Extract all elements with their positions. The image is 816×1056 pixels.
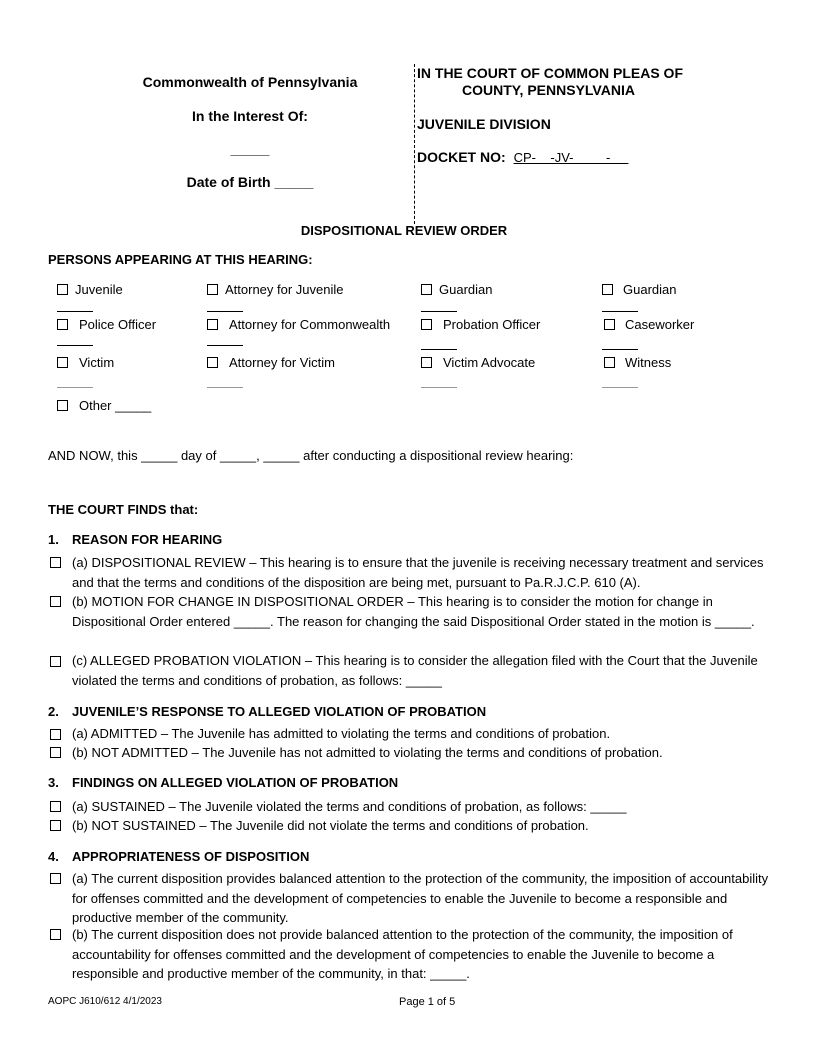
guardian-2-label: Guardian [623,282,677,297]
section-number: 4. [48,849,59,864]
guardian-2-checkbox[interactable] [602,284,613,295]
section-number: 1. [48,532,59,547]
not-admitted-checkbox[interactable] [50,747,61,758]
guardian-1-checkbox[interactable] [421,284,432,295]
name-blank-line[interactable] [421,387,457,388]
docket-label: DOCKET NO: [417,149,506,165]
commonwealth-title: Commonwealth of Pennsylvania [142,74,358,90]
witness-checkbox[interactable] [604,357,615,368]
admitted-text: (a) ADMITTED – The Juvenile has admitted to violating the terms and conditions of probation. [72,726,611,741]
police-officer-checkbox[interactable] [57,319,68,330]
attorney-juvenile-label: Attorney for Juvenile [225,282,344,297]
form-id: AOPC J610/612 4/1/2023 [48,996,162,1007]
probation-officer-checkbox[interactable] [421,319,432,330]
guardian-1-label: Guardian [439,282,493,297]
probation-violation-text: (c) ALLEGED PROBATION VIOLATION – This hearing is to consider the allegation filed with the Court that the Juvenile violated the terms and conditions of probation, as follows: _____ [72,653,758,688]
disposition-not-appropriate-text: (b) The current disposition does not provide balanced attention to the protection of the community, the imposition of accountability for offenses committed and the development of competencies to enable the Juvenile to become a responsible and productive member of the community, in that: _____. [72,927,733,981]
not-sustained-checkbox[interactable] [50,820,61,831]
other-checkbox[interactable] [57,400,68,411]
name-blank-line[interactable] [207,345,243,346]
victim-advocate-checkbox[interactable] [421,357,432,368]
interest-of-label: In the Interest Of: [192,108,308,124]
name-blank-line[interactable] [421,349,457,350]
witness-label: Witness [625,355,672,370]
name-blank-line[interactable] [57,387,93,388]
attorney-commonwealth-label: Attorney for Commonwealth [229,317,391,332]
not-admitted-text: (b) NOT ADMITTED – The Juvenile has not admitted to violating the terms and conditions of probation. [72,745,663,760]
other-label: Other _____ [79,398,152,413]
page-number: Page 1 of 5 [399,996,456,1008]
victim-checkbox[interactable] [57,357,68,368]
victim-advocate-label: Victim Advocate [443,355,536,370]
probation-violation-checkbox[interactable] [50,656,61,667]
motion-change-checkbox[interactable] [50,596,61,607]
section-number: 2. [48,704,59,719]
dispositional-review-checkbox[interactable] [50,557,61,568]
police-officer-label: Police Officer [79,317,157,332]
document-title: DISPOSITIONAL REVIEW ORDER [300,223,508,238]
attorney-commonwealth-checkbox[interactable] [207,319,218,330]
victim-label: Victim [79,355,115,370]
caseworker-checkbox[interactable] [604,319,615,330]
court-finds-heading: THE COURT FINDS that: [48,502,199,517]
name-blank-line[interactable] [207,311,243,312]
dispositional-review-text: (a) DISPOSITIONAL REVIEW – This hearing is to ensure that the juvenile is receiving necessary treatment and services and that the terms and conditions of the disposition are being met, pursuant to Pa.R.J.C.P. 610 (A). [72,555,764,590]
court-line-2: COUNTY, PENNSYLVANIA [462,82,635,98]
name-blank-line[interactable] [207,387,243,388]
disposition-appropriate-text: (a) The current disposition provides balanced attention to the protection of the community, the imposition of accountability for offenses committed and the development of competencies to enable the Juvenile to become a responsible and productive member of the community. [72,871,769,925]
juvenile-checkbox[interactable] [57,284,68,295]
caseworker-label: Caseworker [625,317,695,332]
name-blank-line[interactable] [602,349,638,350]
division-label: JUVENILE DIVISION [417,116,551,132]
court-line-1: IN THE COURT OF COMMON PLEAS OF [417,65,683,81]
admitted-checkbox[interactable] [50,729,61,740]
section-number: 3. [48,775,59,790]
section-title: FINDINGS ON ALLEGED VIOLATION OF PROBATION [72,775,399,790]
persons-heading: PERSONS APPEARING AT THIS HEARING: [48,252,313,267]
sustained-text: (a) SUSTAINED – The Juvenile violated the terms and conditions of probation, as follows: _____ [72,799,627,814]
disposition-not-appropriate-checkbox[interactable] [50,929,61,940]
juvenile-label: Juvenile [75,282,123,297]
name-blank-line[interactable] [602,311,638,312]
attorney-juvenile-checkbox[interactable] [207,284,218,295]
section-title: JUVENILE’S RESPONSE TO ALLEGED VIOLATION OF PROBATION [72,704,487,719]
attorney-victim-checkbox[interactable] [207,357,218,368]
sustained-checkbox[interactable] [50,801,61,812]
disposition-appropriate-checkbox[interactable] [50,873,61,884]
header-divider [414,64,415,224]
juvenile-name-field[interactable]: _____ [230,141,270,157]
attorney-victim-label: Attorney for Victim [229,355,335,370]
section-title: APPROPRIATENESS OF DISPOSITION [72,849,310,864]
section-title: REASON FOR HEARING [72,532,223,547]
date-of-birth-field[interactable]: Date of Birth _____ [186,174,314,190]
docket-number-field[interactable]: CP- -JV- - [513,150,629,165]
and-now-statement: AND NOW, this _____ day of _____, _____ after conducting a dispositional review hearing: [48,448,574,463]
name-blank-line[interactable] [602,387,638,388]
motion-change-text: (b) MOTION FOR CHANGE IN DISPOSITIONAL ORDER – This hearing is to consider the motion for change in Dispositional Order entered _____. The reason for changing the said Dispositional Order stated in the motion is _____. [72,594,755,629]
name-blank-line[interactable] [57,345,93,346]
probation-officer-label: Probation Officer [443,317,541,332]
name-blank-line[interactable] [57,311,93,312]
name-blank-line[interactable] [421,311,457,312]
not-sustained-text: (b) NOT SUSTAINED – The Juvenile did not violate the terms and conditions of probation. [72,818,589,833]
